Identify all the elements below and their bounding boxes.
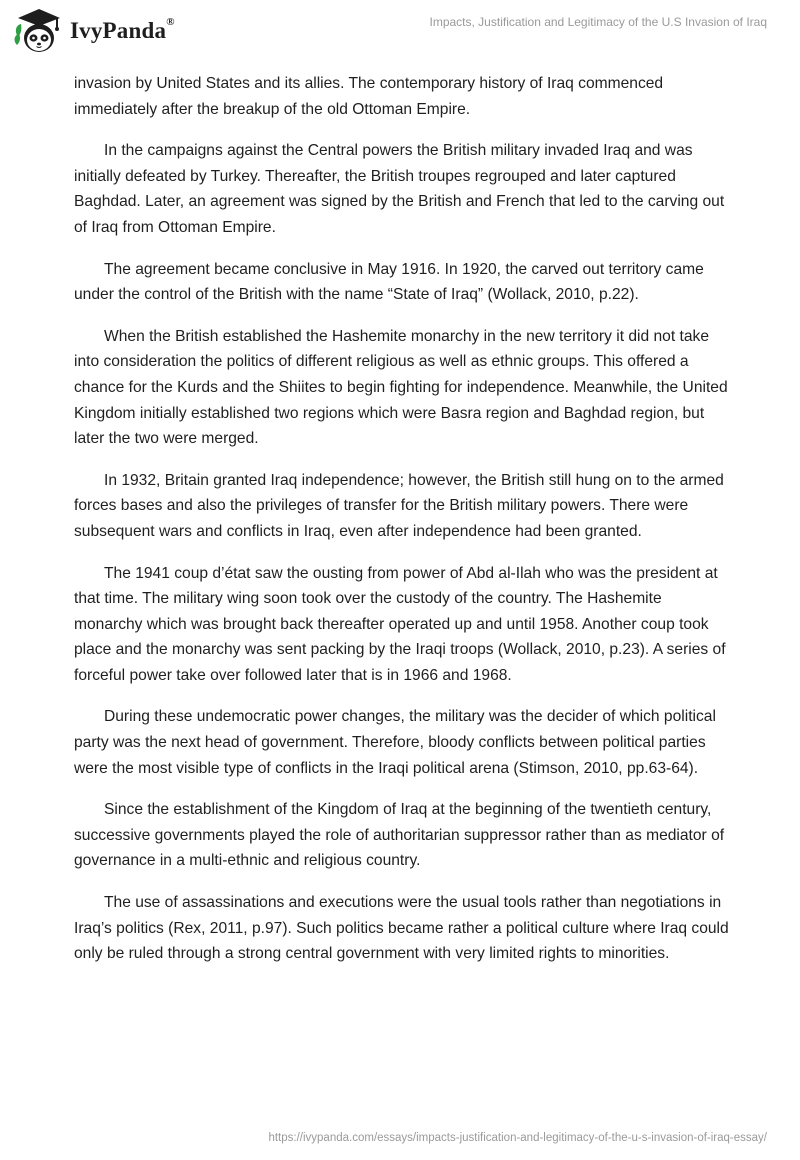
paragraph: The agreement became conclusive in May 1916. In 1920, the carved out territory came under the control of the British with the name “State of Iraq” (Wollack, 2010, p.22). — [74, 260, 704, 304]
paragraph: The use of assassinations and executions were the usual tools rather than negotiations in Iraq’s politics (Rex, 2011, p.97). Such politics became rather a political culture where Iraq could only be ruled through a strong central government with very limited rights to minorities. — [74, 894, 729, 963]
paragraph: When the British established the Hashemite monarchy in the new territory it did not take into consideration the politics of different religious as well as ethnic groups. This offered a chance for the Kurds and the Shiites to begin fighting for independence. Meanwhile, the United Kingdom initially established two regions which were Basra region and Baghdad region, but later the two were merged. — [74, 327, 728, 448]
paragraph: During these undemocratic power changes, the military was the decider of which political party was the next head of government. Therefore, bloody conflicts between political parties were the most visible type of conflicts in the Iraqi political arena (Stimson, 2010, pp.63-64). — [74, 708, 716, 777]
paragraph: Since the establishment of the Kingdom of Iraq at the beginning of the twentieth century, successive governments played the role of authoritarian suppressor rather than as mediator of governance in a multi-ethnic and religious country. — [74, 801, 725, 870]
panda-graduate-icon — [14, 7, 64, 55]
source-url[interactable]: https://ivypanda.com/essays/impacts-justification-and-legitimacy-of-the-u-s-invasion-of-iraq-essay/ — [268, 1132, 767, 1144]
brand-name: IvyPanda® — [70, 16, 175, 43]
document-title: Impacts, Justification and Legitimacy of the U.S Invasion of Iraq — [429, 15, 767, 29]
paragraph: In 1932, Britain granted Iraq independence; however, the British still hung on to the armed forces bases and also the privileges of transfer for the British military powers. There were subsequent wars and conflicts in Iraq, even after independence had been granted. — [74, 471, 724, 540]
paragraph: In the campaigns against the Central powers the British military invaded Iraq and was initially defeated by Turkey. Thereafter, the British troupes regrouped and later captured Baghdad. Later, an agreement was signed by the British and French that led to the carving out of Iraq from Ottoman Empire. — [74, 142, 725, 236]
page-header — [0, 0, 800, 62]
paragraph: The 1941 coup d’état saw the ousting from power of Abd al-Ilah who was the president at that time. The military wing soon took over the custody of the country. The Hashemite monarchy which was brought back thereafter operated up and until 1958. Another coup took place and the monarchy was sent packing by the Iraqi troops (Wollack, 2010, p.23). A series of forceful power take over followed later that is in 1966 and 1968. — [74, 564, 726, 684]
registered-mark: ® — [166, 16, 175, 28]
essay-body — [74, 71, 734, 983]
ivypanda-logo[interactable] — [14, 6, 175, 56]
paragraph: invasion by United States and its allies. The contemporary history of Iraq commenced immediately after the breakup of the old Ottoman Empire. — [74, 75, 664, 118]
